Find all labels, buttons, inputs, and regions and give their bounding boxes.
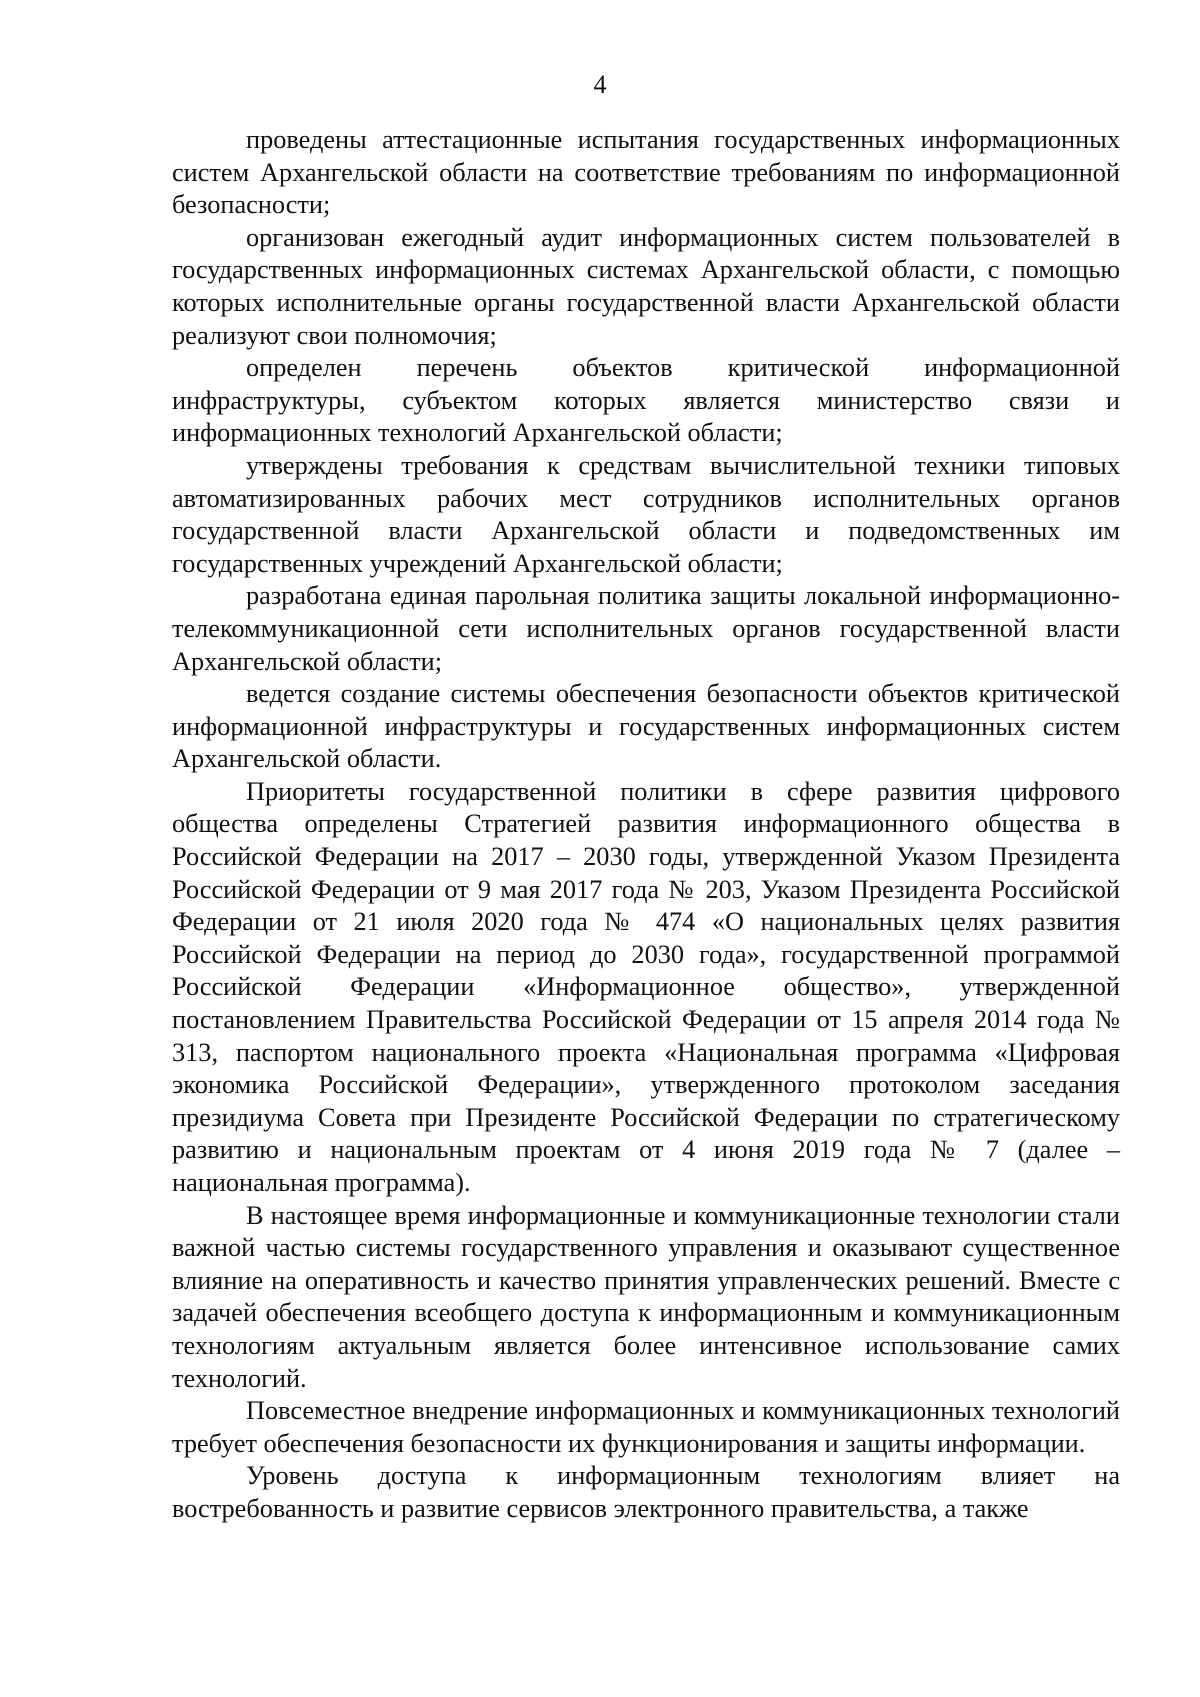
paragraph-ict-security: Повсеместное внедрение информационных и коммуникационных технологий требует обеспечения безопасности их функционирования и защиты информации. [172,1396,1120,1458]
paragraph-attestation: проведены аттестационные испытания государственных информационных систем Архангельской области на соответствие требованиям по информационной безопасности; [172,125,1120,220]
paragraph-access-level: Уровень доступа к информационным технологиям влияет на востребованность и развитие сервисов электронного правительства, а также [172,1461,1120,1523]
paragraph-audit: организован ежегодный аудит информационных систем пользователей в государственных информационных системах Архангельской области, с помощью которых исполнительные органы государственной власти Архангельской области реализуют свои полномочия; [172,222,1120,350]
paragraph-critical-infrastructure-list: определен перечень объектов критической информационной инфраструктуры, субъектом которых является министерство связи и информационных технологий Архангельской области; [172,353,1120,448]
paragraph-ict-in-governance: В настоящее время информационные и коммуникационные технологии стали важной частью системы государственного управления и оказывают существенное влияние на оперативность и качество принятия управленческих решений. Вместе с задачей обеспечения всеобщего доступа к информационным и коммуникационным технологиям актуальным является более интенсивное использование самих технологий. [172,1200,1120,1393]
paragraph-security-system: ведется создание системы обеспечения безопасности объектов критической информационной инфраструктуры и государственных информационных систем Архангельской области. [172,679,1120,774]
paragraph-state-policy-priorities: Приоритеты государственной политики в сфере развития цифрового общества определены Стратегией развития информационного общества в Российской Федерации на 2017 – 2030 годы, утвержденной Указом Президента Российской Федерации от 9 мая 2017 года № 203, Указом Президента Российской Федерации от 21 июля 2020 года № 474 «О национальных целях развития Российской Федерации на период до 2030 года», государственной программой Российской Федерации «Информационное общество», утвержденной постановлением Правительства Российской Федерации от 15 апреля 2014 года № 313, паспортом национального проекта «Национальная программа «Цифровая экономика Российской Федерации», утвержденного протоколом заседания президиума Совета при Президенте Российской Федерации по стратегическому развитию и национальным проектам от 4 июня 2019 года № 7 (далее – национальная программа). [172,776,1120,1197]
page-number: 4 [593,70,607,99]
paragraph-workstation-requirements: утверждены требования к средствам вычислительной техники типовых автоматизированных рабочих мест сотрудников исполнительных органов государственной власти Архангельской области и подведомственных им государственных учреждений Архангельской области; [172,450,1120,578]
document-body [172,124,1120,1526]
paragraph-password-policy: разработана единая парольная политика защиты локальной информационно-телекоммуникационной сети исполнительных органов государственной власти Архангельской области; [172,581,1120,676]
